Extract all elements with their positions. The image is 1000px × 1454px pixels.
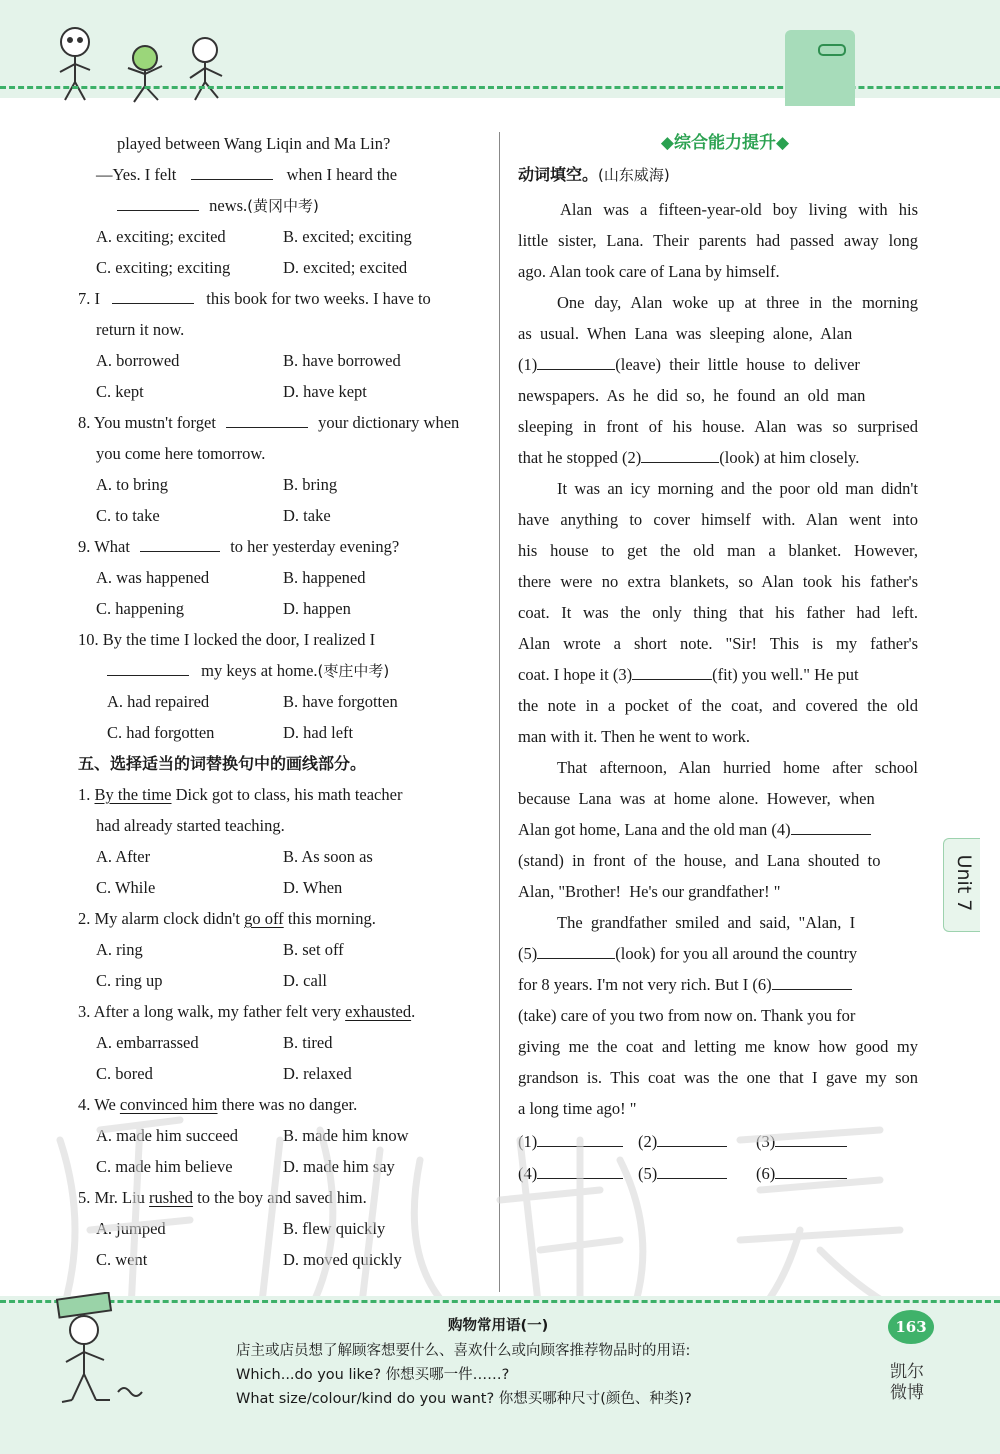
footer-title: 购物常用语(一) (448, 1318, 549, 1334)
q10-line2: my keys at home.(枣庄中考) (107, 661, 389, 681)
passage-line: ago. Alan took care of Lana by himself. (518, 262, 780, 281)
answer-blank-3[interactable] (632, 665, 712, 680)
paperclip-icon (818, 44, 846, 56)
underlined-phrase: exhausted (345, 1002, 412, 1021)
footer-line-1: 店主或店员想了解顾客想要什么、喜欢什么或向顾客推荐物品时的用语: (236, 1343, 691, 1359)
underlined-phrase: convinced him (119, 1095, 218, 1114)
passage-line: there were no extra blankets, so Alan took his father's (518, 572, 918, 591)
footer-dashed-line (0, 1300, 1000, 1303)
q8-line2: you come here tomorrow. (96, 444, 266, 463)
option-c[interactable]: C. went (96, 1250, 148, 1269)
option-d[interactable]: D. made him say (283, 1157, 395, 1176)
q6-line2: —Yes. I felt when I heard the (96, 165, 398, 184)
passage-line: Alan got home, Lana and the old man (4) (518, 820, 871, 840)
q6-line1: played between Wang Liqin and Ma Lin? (117, 134, 391, 153)
option-d[interactable]: D. excited; excited (283, 258, 408, 277)
underlined-phrase: By the time (94, 785, 172, 804)
answer-slot-1: (1) (518, 1132, 623, 1152)
option-d[interactable]: D. take (283, 506, 331, 525)
s5q1-line1: 1. By the time Dick got to class, his math teacher (78, 785, 403, 804)
passage-line: Alan wrote a short note. "Sir! This is my father's (518, 634, 918, 653)
q7-line1: 7. I this book for two weeks. I have to (78, 289, 431, 308)
option-c[interactable]: C. had forgotten (107, 723, 215, 742)
brand-label: 凯尔 微博 (890, 1362, 924, 1403)
passage-line: man with it. Then he went to work. (518, 727, 751, 746)
passage-line: That afternoon, Alan hurried home after school (557, 758, 918, 777)
passage-line: as usual. When Lana was sleeping alone, Alan (518, 324, 853, 343)
underlined-phrase: go off (244, 909, 284, 928)
answer-slot-4: (4) (518, 1164, 623, 1184)
option-b[interactable]: B. tired (283, 1033, 333, 1052)
option-c[interactable]: C. ring up (96, 971, 163, 990)
passage-line: his house to get the old man a blanket. However, (518, 541, 918, 560)
option-a[interactable]: A. had repaired (107, 692, 210, 711)
boy-with-book-icon (40, 1292, 150, 1412)
option-d[interactable]: D. relaxed (283, 1064, 352, 1083)
passage-line: little sister, Lana. Their parents had passed away long (518, 231, 918, 250)
section-title: ◆综合能力提升◆ (660, 133, 790, 153)
section-5-title: 五、选择适当的词替换句中的画线部分。 (78, 754, 367, 773)
option-b[interactable]: B. As soon as (283, 847, 373, 866)
passage-line: for 8 years. I'm not very rich. But I (6) (518, 975, 852, 995)
answer-blank[interactable] (117, 196, 199, 211)
option-b[interactable]: B. set off (283, 940, 344, 959)
answer-slot-5: (5) (638, 1164, 727, 1184)
option-d[interactable]: D. happen (283, 599, 351, 618)
option-d[interactable]: D. moved quickly (283, 1250, 402, 1269)
task-source: (山东威海) (598, 166, 670, 184)
unit-label: Unit 7 (953, 854, 975, 912)
q7-line2: return it now. (96, 320, 185, 339)
s5q5-line1: 5. Mr. Liu rushed to the boy and saved him. (78, 1188, 367, 1207)
answer-blank-1[interactable] (537, 355, 615, 370)
option-a[interactable]: A. was happened (96, 568, 210, 587)
option-a[interactable]: A. After (96, 847, 151, 866)
passage-line: that he stopped (2) (look) at him closely. (518, 448, 860, 467)
answer-blank[interactable] (107, 661, 189, 676)
passage-line: The grandfather smiled and said, "Alan, I (557, 913, 856, 932)
option-a[interactable]: A. exciting; excited (96, 227, 226, 246)
s5q2-line1: 2. My alarm clock didn't go off this morning. (78, 909, 376, 928)
option-a[interactable]: A. to bring (96, 475, 168, 494)
option-b[interactable]: B. flew quickly (283, 1219, 386, 1238)
option-d[interactable]: D. call (283, 971, 327, 990)
answer-blank-5[interactable] (537, 944, 615, 959)
q9-line1: 9. What to her yesterday evening? (78, 537, 400, 556)
s5q3-line1: 3. After a long walk, my father felt very exhausted. (78, 1002, 416, 1021)
passage-line: the note in a pocket of the coat, and covered the old (518, 696, 918, 715)
answer-slot-3: (3) (756, 1132, 847, 1152)
passage-line: have anything to cover himself with. Alan went into (518, 510, 918, 529)
q8-line1: 8. You mustn't forget your dictionary when (78, 413, 460, 432)
passage-line: (5) (look) for you all around the country (518, 944, 858, 963)
answer-blank[interactable] (191, 165, 273, 180)
option-c[interactable]: C. kept (96, 382, 144, 401)
footer-line-2: Which...do you like? 你想买哪一件……? (236, 1367, 510, 1383)
option-d[interactable]: D. When (283, 878, 343, 897)
page-number-badge: 163 (888, 1310, 934, 1344)
passage-line: giving me the coat and letting me know how good my (518, 1037, 918, 1056)
underlined-phrase: rushed (149, 1188, 194, 1207)
passage-line: coat. It was the only thing that his father had left. (518, 603, 918, 622)
passage-line: newspapers. As he did so, he found an old man (518, 386, 866, 405)
task-heading: 动词填空。(山东威海) (518, 165, 670, 184)
passage-line: sleeping in front of his house. Alan was so surprised (518, 417, 918, 436)
option-b[interactable]: B. have borrowed (283, 351, 401, 370)
question-source: (黄冈中考) (247, 197, 319, 215)
answer-blank[interactable] (226, 413, 308, 428)
option-a[interactable]: A. ring (96, 940, 143, 959)
option-d[interactable]: D. have kept (283, 382, 367, 401)
s5q1-line2: had already started teaching. (96, 816, 285, 835)
option-a[interactable]: A. borrowed (96, 351, 180, 370)
option-a[interactable]: A. embarrassed (96, 1033, 199, 1052)
answer-blank-4[interactable] (791, 820, 871, 835)
answer-slot-6: (6) (756, 1164, 847, 1184)
option-a[interactable]: A. made him succeed (96, 1126, 239, 1145)
answer-blank[interactable] (140, 537, 220, 552)
answer-slot-2: (2) (638, 1132, 727, 1152)
option-c[interactable]: C. to take (96, 506, 160, 525)
q6-line3: news.(黄冈中考) (117, 196, 319, 216)
option-b[interactable]: B. made him know (283, 1126, 409, 1145)
option-c[interactable]: C. bored (96, 1064, 153, 1083)
cartoon-kids-icon (40, 20, 240, 106)
passage-line: (1) (leave) their little house to deliver (518, 355, 860, 374)
footer-line-3: What size/colour/kind do you want? 你想买哪种尺寸(颜色、种类)? (236, 1391, 692, 1407)
answer-blank[interactable] (112, 289, 194, 304)
passage-line: grandson is. This coat was the one that I gave my son (518, 1068, 918, 1087)
option-d[interactable]: D. had left (283, 723, 354, 742)
passage-line: One day, Alan woke up at three in the morning (557, 293, 918, 312)
option-c[interactable]: C. happening (96, 599, 184, 618)
option-c[interactable]: C. exciting; exciting (96, 258, 231, 277)
option-b[interactable]: B. excited; exciting (283, 227, 412, 246)
passage-line: Alan was a fifteen-year-old boy living with his (560, 200, 918, 219)
passage-line: Alan, "Brother! He's our grandfather! " (518, 882, 781, 901)
passage-line: (stand) in front of the house, and Lana shouted to (518, 851, 881, 870)
option-c[interactable]: C. made him believe (96, 1157, 233, 1176)
passage-line: It was an icy morning and the poor old man didn't (557, 479, 918, 498)
option-b[interactable]: B. happened (283, 568, 366, 587)
question-source: (枣庄中考) (317, 662, 390, 680)
q10-line1: 10. By the time I locked the door, I realized I (78, 630, 376, 649)
option-b[interactable]: B. have forgotten (283, 692, 398, 711)
option-b[interactable]: B. bring (283, 475, 338, 494)
answer-blank-6[interactable] (772, 975, 852, 990)
passage-line: (take) care of you two from now on. Thank you for (518, 1006, 856, 1025)
passage-line: coat. I hope it (3) (fit) you well." He put (518, 665, 859, 684)
passage-line: because Lana was at home alone. However, when (518, 789, 875, 808)
passage-line: a long time ago! " (518, 1099, 637, 1118)
s5q4-line1: 4. We convinced him there was no danger. (78, 1095, 358, 1114)
option-c[interactable]: C. While (96, 878, 156, 897)
option-a[interactable]: A. jumped (96, 1219, 166, 1238)
header-tab (785, 30, 855, 106)
answer-blank-2[interactable] (641, 448, 719, 463)
